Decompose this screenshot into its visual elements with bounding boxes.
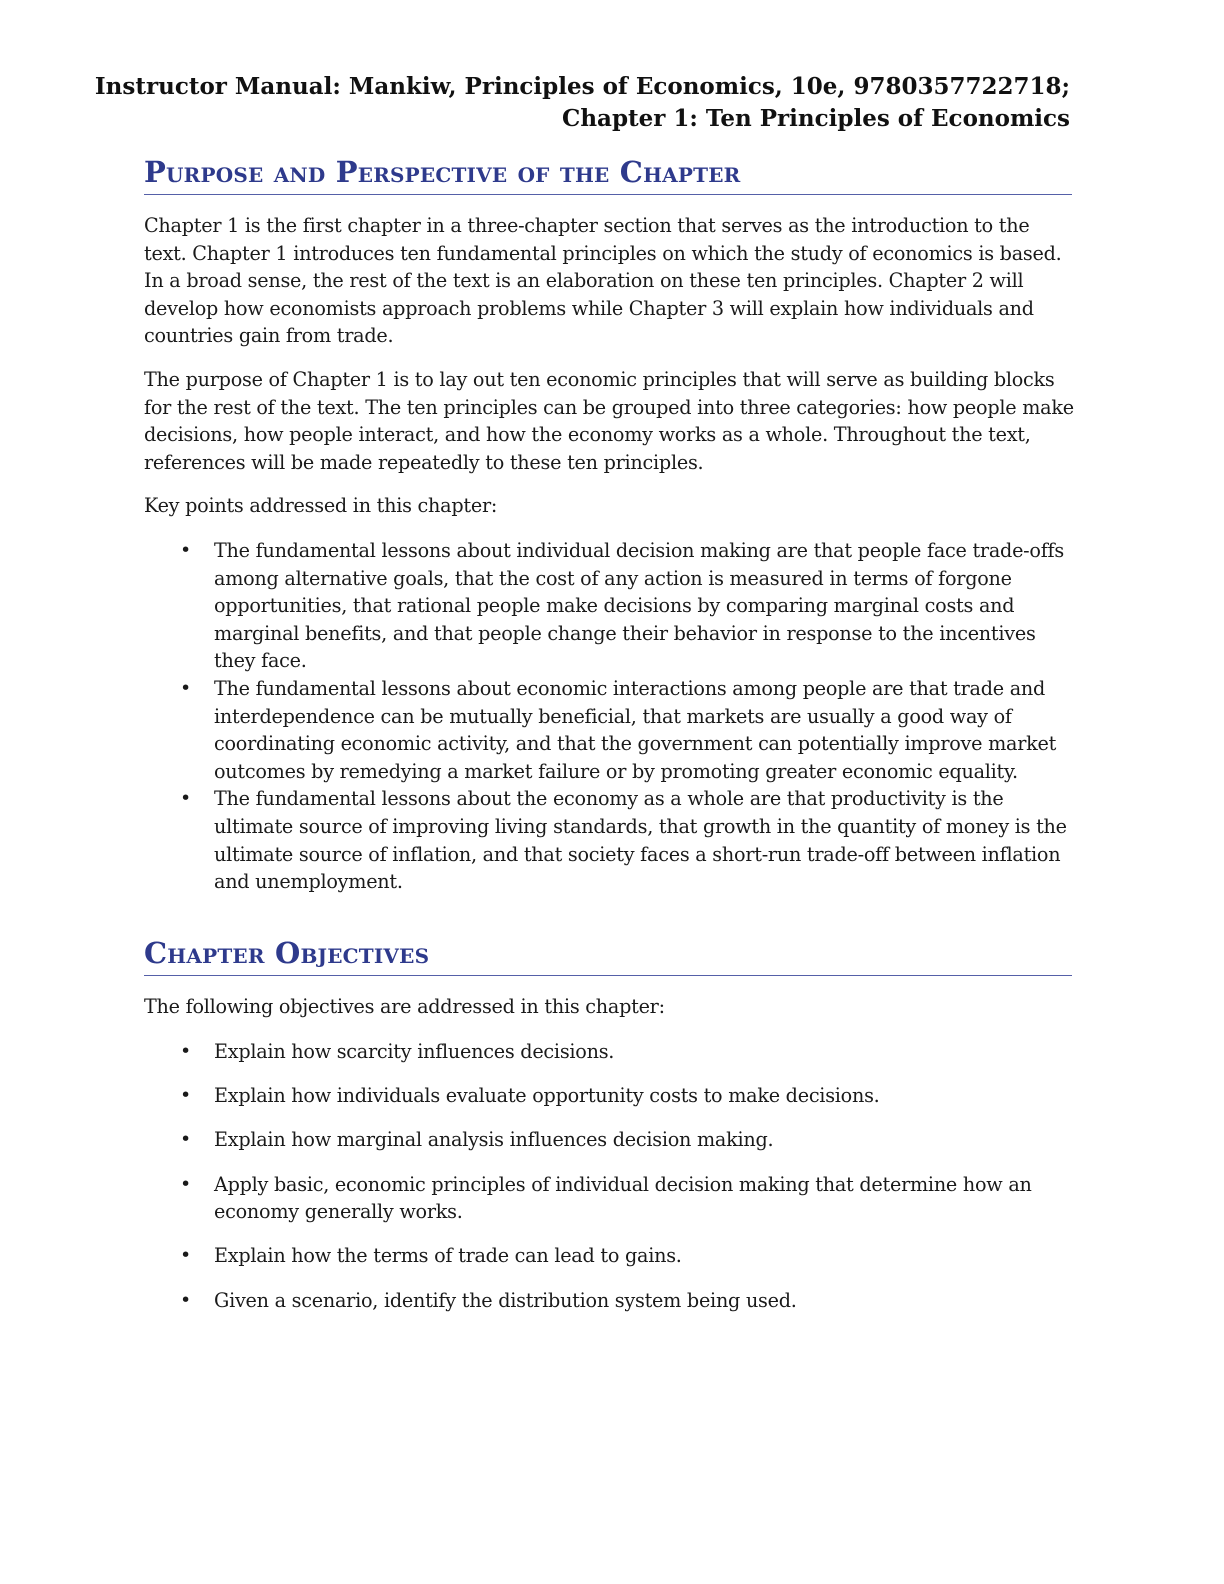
objective-text: Explain how individuals evaluate opportunity costs to make decisions. [214,1084,880,1108]
purpose-paragraph-1: Chapter 1 is the first chapter in a three-chapter section that serves as the introduction to the text. Chapter 1 introduces ten fundamental principles on which the study of economics is based. In a broad sense, the rest of the text is an elaboration on these ten principles. Chapter 2 will develop how economists approach problems while Chapter 3 will explain how individuals and countries gain from trade. [144,214,1062,348]
list-item [144,1126,1074,1154]
bullet-icon: • [180,1040,191,1062]
bullet-icon: • [180,1084,191,1107]
objective-text: Explain how the terms of trade can lead to gains. [214,1244,682,1268]
list-item [144,1242,1074,1270]
bullet-icon: • [180,1244,191,1267]
key-point-text: The fundamental lessons about individual decision making are that people face trade-offs among alternative goals, that the cost of any action is measured in terms of forgone opportunities, that rational people make decisions by comparing marginal costs and marginal benefits, and that people change their behavior in response to the incentives they face. [214,539,1065,673]
objectives-heading: Chapter Objectives [144,935,1072,976]
objective-text: Explain how scarcity influences decisions. [214,1040,615,1063]
objective-text: Given a scenario, identify the distribution system being used. [214,1288,797,1312]
bullet-icon: • [180,539,191,561]
key-points-intro: Key points addressed in this chapter: [144,494,498,517]
bullet-icon: • [180,1128,191,1151]
bullet-icon: • [180,787,191,810]
running-header [95,71,1070,135]
key-point-text: The fundamental lessons about the economy as a whole are that productivity is the ultimate source of improving living standards, that growth in the quantity of money is the ultimate source of inflation, and that society faces a short-run trade-off between inflation and unemployment. [214,787,1067,894]
objective-text: Explain how marginal analysis influences decision making. [214,1128,774,1152]
objectives-list [144,1038,1074,1331]
key-point-text: The fundamental lessons about economic interactions among people are that trade and interdependence can be mutually beneficial, that markets are usually a good way of coordinating economic activity, and that the government can potentially improve market outcomes by remedying a market failure or by promoting greater economic equality. [214,676,1057,783]
list-item [144,785,1074,895]
bullet-icon: • [180,1172,191,1195]
bullet-icon: • [180,676,191,699]
purpose-heading: Purpose and Perspective of the Chapter [144,154,1072,195]
list-item [144,537,1074,675]
bullet-icon: • [180,1288,191,1311]
header-line-1: Instructor Manual: Mankiw, Principles of Economics, 10e, 9780357722718; [94,73,1070,100]
objective-text: Apply basic, economic principles of individual decision making that determine how an economy generally works. [214,1172,1032,1224]
list-item [144,1082,1074,1110]
objectives-intro: The following objectives are addressed in this chapter: [144,995,665,1018]
list-item [144,1171,1074,1226]
list-item [144,675,1074,785]
list-item [144,1038,1074,1066]
key-points-list [144,537,1074,896]
list-item [144,1287,1074,1315]
purpose-paragraph-2: The purpose of Chapter 1 is to lay out ten economic principles that will serve as building blocks for the rest of the text. The ten principles can be grouped into three categories: how people make decisions, how people interact, and how the economy works as a whole. Throughout the text, references will be made repeatedly to these ten principles. [144,368,1074,474]
header-line-2: Chapter 1: Ten Principles of Economics [562,105,1070,132]
